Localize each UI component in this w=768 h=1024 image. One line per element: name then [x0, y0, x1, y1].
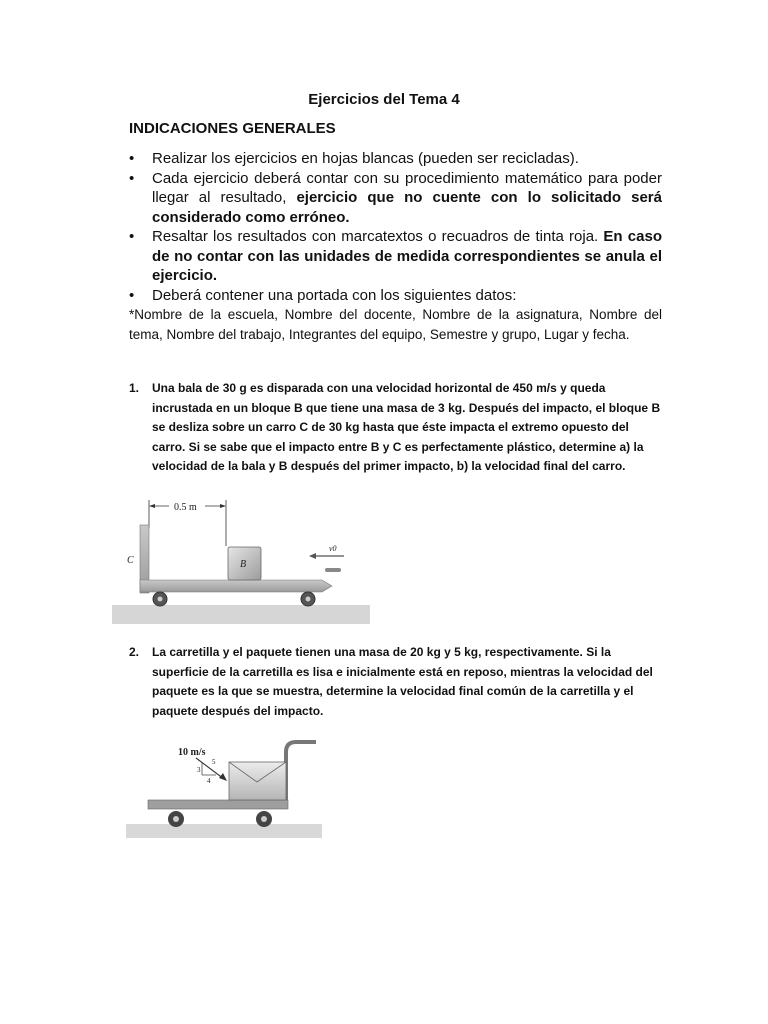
cover-page-fields-note: *Nombre de la escuela, Nombre del docente, Nombre de la asignatura, Nombre del tema, Nombre del trabajo, Integrantes del equipo, Semestre y grupo, Lugar y fecha.: [129, 307, 662, 342]
cart-platform: [140, 580, 332, 592]
speed-label: 10 m/s: [178, 747, 206, 758]
ground: [126, 824, 322, 838]
document-title: Ejercicios del Tema 4: [308, 91, 460, 108]
hand-truck-platform: [148, 800, 288, 809]
exercise-number: 1.: [129, 381, 140, 395]
exercise-2-figure: [126, 736, 326, 840]
slope-label-4: 4: [207, 777, 211, 785]
exercise-text: Una bala de 30 g es disparada con una velocidad horizontal de 450 m/s y queda incrustada en un bloque B que tiene una masa de 3 kg. Después del impacto, el bloque B se desliza sobre un carro C de 30 kg hasta que éste impacta el extremo opuesto del carro. Si se sabe que el impacto entre B y C es perfectamente plástico, determine a) la velocidad de la bala y B después del primer impacto, b) la velocidad final del carro.: [152, 381, 661, 473]
instruction-item: • Cada ejercicio deberá contar con su procedimiento matemático para poder llegar al resultado, ejercicio que no cuente con lo solicitado será considerado como erróneo.: [129, 169, 662, 228]
general-instructions-heading: INDICACIONES GENERALES: [129, 120, 336, 137]
hand-truck-handle: [286, 742, 316, 802]
velocity-label: v0: [329, 544, 337, 553]
exercise-1-figure: [112, 494, 372, 624]
bullet: [325, 568, 341, 572]
block-label: B: [240, 559, 247, 570]
instruction-item: • Resaltar los resultados con marcatextos o recuadros de tinta roja. En caso de no contar con las unidades de medida correspondientes se anula el ejercicio.: [129, 227, 662, 286]
exercise-1: [129, 379, 662, 477]
cart-label: C: [127, 555, 134, 566]
exercise-2: [129, 643, 662, 721]
ground: [112, 605, 370, 624]
exercise-number: 2.: [129, 645, 140, 659]
slope-label-5: 5: [212, 758, 216, 766]
slope-label-3: 3: [197, 766, 201, 774]
instruction-item: • Deberá contener una portada con los siguientes datos:: [129, 286, 662, 306]
instructions-list: [129, 149, 662, 305]
exercise-text: La carretilla y el paquete tienen una masa de 20 kg y 5 kg, respectivamente. Si la superficie de la carretilla es lisa e inicialmente está en reposo, mientras la velocidad del paquete es la que se muestra, determine la velocidad final común de la carretilla y el paquete después del impacto.: [152, 645, 653, 718]
instruction-item: • Realizar los ejercicios en hojas blancas (pueden ser recicladas).: [129, 149, 662, 169]
distance-label: 0.5 m: [174, 502, 197, 513]
